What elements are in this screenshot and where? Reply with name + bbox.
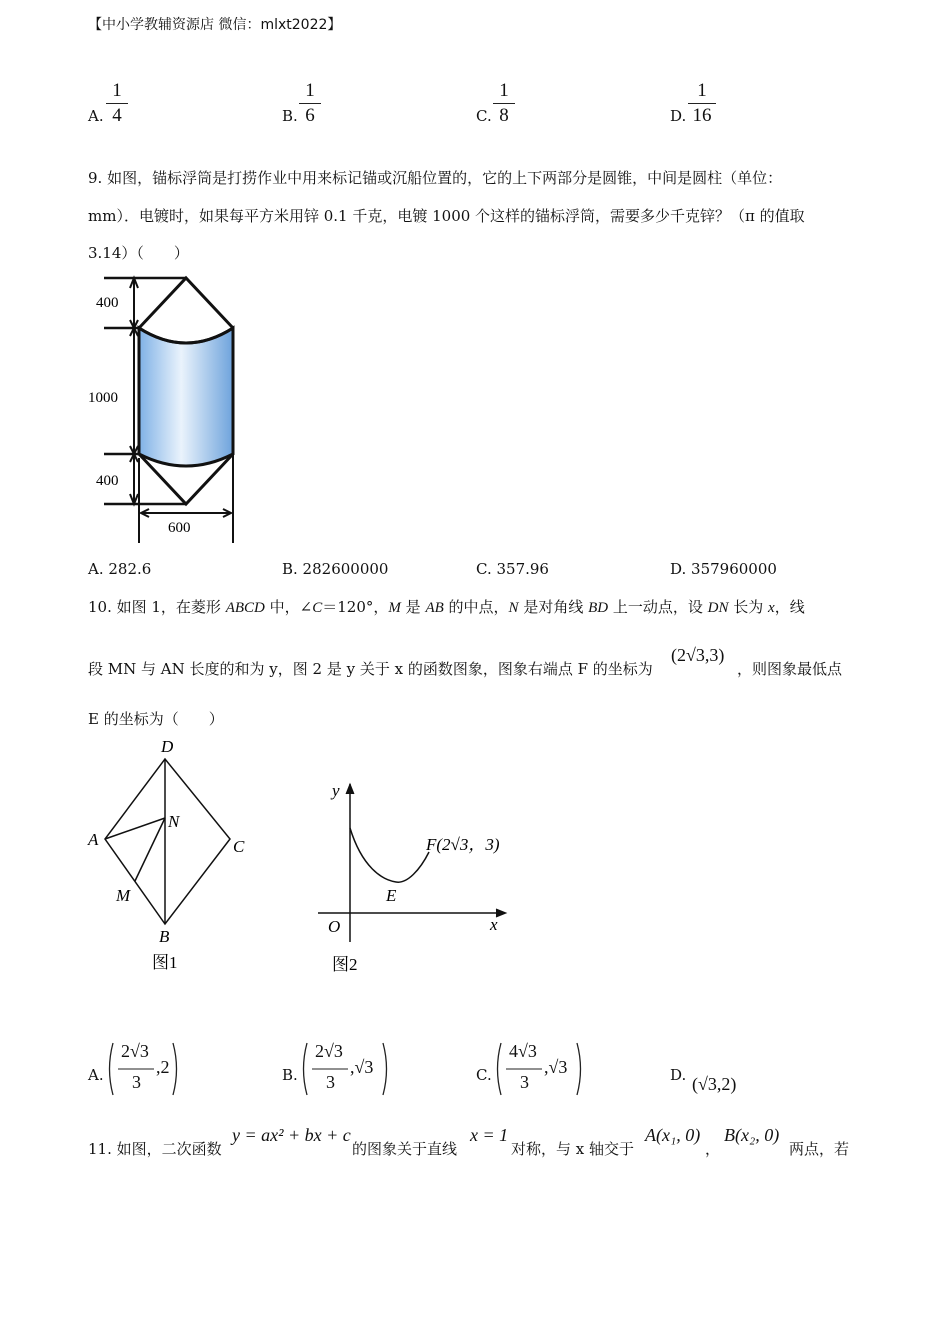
cylinder-body [139,328,233,466]
q10-line-1: 10. 如图 1，在菱形 ABCD 中，∠C＝120°，M 是 AB 的中点，N 是对角线 BD 上一动点，设 DN 长为 x，线 [88,598,805,616]
q9-option-d: D. 357960000 [670,560,777,578]
q10-option-b-den: 3 [326,1072,335,1092]
label-a: A [88,830,99,849]
dim-bottom: 400 [96,473,119,489]
label-b: B [159,927,170,946]
top-cone [139,278,233,328]
q11-mid: 的图象关于直线 [352,1140,458,1158]
q10-option-a-label: A. [88,1066,104,1084]
q10-option-c-den: 3 [520,1072,529,1092]
label-y: y [332,781,340,800]
q8-option-c-label: C. [476,107,492,125]
q11-function: y = ax² + bx + c [232,1125,351,1145]
q10-coord-f: (2√3,3) [671,645,725,665]
fig1-caption: 图1 [152,953,178,972]
function-curve [350,828,429,882]
q11-mid2: 对称，与 x 轴交于 [511,1140,634,1158]
q8-option-a-fraction: 1 4 [106,80,128,127]
q9-option-a: A. 282.6 [88,560,152,578]
dim-middle: 1000 [88,390,118,406]
label-m: M [116,886,131,905]
q11-point-b: B(x₂, 0) [724,1125,780,1145]
q8-option-c-fraction: 1 8 [493,80,515,127]
q10-option-a-num: 2√3 [121,1041,149,1061]
q8-option-a-label: A. [88,107,104,125]
q10-line-3: E 的坐标为（ ） [88,710,224,728]
q10-option-b-label: B. [282,1066,298,1084]
q8-option-d-fraction: 1 16 [688,80,716,127]
label-origin: O [328,917,341,936]
label-e: E [386,886,397,905]
label-x: x [490,915,498,934]
dim-width: 600 [168,520,191,536]
q11-pre: 11. 如图，二次函数 [88,1140,222,1158]
q10-option-c-label: C. [476,1066,492,1084]
q10-option-a-den: 3 [132,1072,141,1092]
dim-top: 400 [96,295,119,311]
q11-post: 两点，若 [789,1140,850,1158]
q9-line-3: 3.14）（ ） [88,244,189,262]
q9-line-1: 9. 如图，锚标浮筒是打捞作业中用来标记锚或沉船位置的，它的上下两部分是圆锥，中间是圆柱（单位： [88,169,783,187]
q11-point-a: A(x₁, 0) [645,1125,701,1145]
q10-option-a-tail: ,2 [156,1057,170,1077]
q10-figure-2-graph [312,772,522,977]
label-f: F(2√3，3) [426,835,500,854]
q9-option-b: B. 282600000 [282,560,389,578]
q10-figure-1-rhombus [80,734,260,979]
q10-line-2-post: ，则图象最低点 [737,660,843,678]
q9-buoy-figure [84,268,244,546]
q11-symmetry-line: x = 1 [470,1125,509,1145]
page-header: 【中小学教辅资源店 微信：mlxt2022】 [88,17,342,33]
q10-option-b-num: 2√3 [315,1041,343,1061]
q10-line-2-pre: 段 MN 与 AN 长度的和为 y，图 2 是 y 关于 x 的函数图象，图象右端点 F 的坐标为 [88,660,653,678]
q10-option-c-tail: ,√3 [544,1057,568,1077]
q8-option-d-label: D. [670,107,687,125]
label-d: D [161,737,174,756]
q8-option-b-label: B. [282,107,298,125]
label-c: C [233,837,245,856]
label-n: N [168,812,180,831]
q9-line-2: mm）．电镀时，如果每平方米用锌 0.1 千克，电镀 1000 个这样的锚标浮筒，需要多少千克锌？（π 的值取 [88,207,805,225]
q11-comma: ， [705,1140,721,1158]
q10-option-c-num: 4√3 [509,1041,537,1061]
q10-option-d-value: (√3,2) [692,1074,737,1094]
q10-option-d-label: D. [670,1066,687,1084]
q9-option-c: C. 357.96 [476,560,549,578]
q8-option-b-fraction: 1 6 [299,80,321,127]
fig2-caption: 图2 [332,955,358,974]
q10-option-b-tail: ,√3 [350,1057,374,1077]
